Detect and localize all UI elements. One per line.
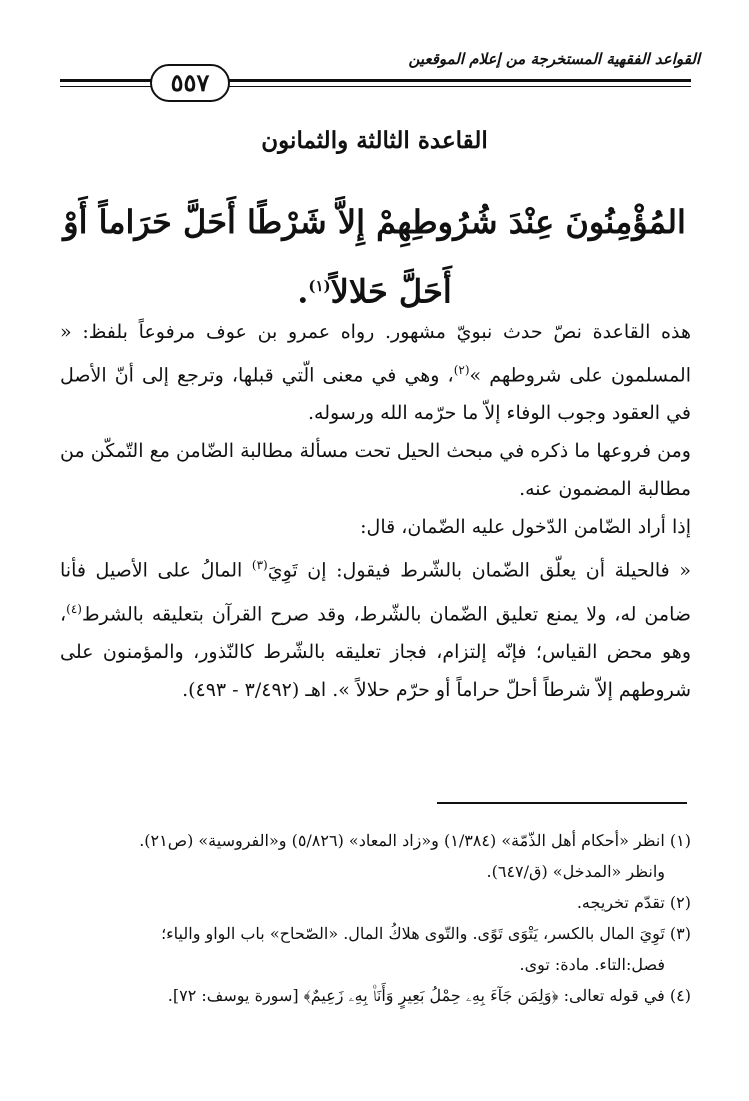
footnote-1-continuation: وانظر «المدخل» (ق/٦٤٧). xyxy=(486,862,665,881)
paragraph-3: إذا أراد الضّامن الدّخول عليه الضّمان، قال: xyxy=(360,516,691,539)
rule-heading: القاعدة الثالثة والثمانون xyxy=(261,127,488,154)
page-number: ٥٥٧ xyxy=(150,64,230,102)
paragraph-1-text-a: هذه القاعدة نصّ حدث نبويّ مشهور. رواه عمرو بن عوف مرفوعاً بلفظ: « المسلمون على شروطهم » xyxy=(60,321,691,387)
paragraph-1-text-b: ، وهي في معنى الّتي قبلها، وترجع إلى أنّ الأصل في العقود وجوب الوفاء إلاّ ما حرّمه الله ورسوله. xyxy=(60,364,691,425)
paragraph-1 xyxy=(60,313,691,432)
footnote-4: (٤) في قوله تعالى: ﴿وَلِمَن جَآءَ بِهِۦ حِمْلُ بَعِيرٍ وَأَنَا۠ بِهِۦ زَعِيمٌ﴾ [سورة يوسف: ٧٢]. xyxy=(167,986,691,1005)
quote-paragraph xyxy=(60,546,691,709)
maxim-text: المُؤْمِنُونَ عِنْدَ شُرُوطِهِمْ إِلاَّ شَرْطًا أَحَلَّ حَرَاماً أَوْ أَحَلَّ حَلالاً xyxy=(63,203,686,311)
footnote-3-continuation: فصل:التاء. مادة: توى. xyxy=(519,955,665,974)
paragraph-2: ومن فروعها ما ذكره في مبحث الحيل تحت مسألة مطالبة الضّامن مع التّمكّن من مطالبة المضمون عنه. xyxy=(60,440,691,501)
footnote-2: (٢) تقدّم تخريجه. xyxy=(576,893,691,912)
body-text xyxy=(60,313,691,709)
footnote-ref-4: (٤) xyxy=(66,601,82,616)
footnote-ref-2: (٢) xyxy=(453,363,470,377)
footnote-ref-3: (٣) xyxy=(251,558,268,573)
quote-text-c: ، وهو محض القياس؛ فإنّه إلتزام، فجاز تعليقه بالشّرط كالنّذور، والمؤمنون على شروطهم إلاّ شرطاً أحلّ حراماً أو حرّم حلالاً ». اهـ (٣/٤٩٢ - ٤٩٣). xyxy=(60,602,691,701)
running-title: القواعد الفقهية المستخرجة من إعلام الموقعين xyxy=(408,50,700,68)
footnote-1: (١) انظر «أحكام أهل الذّمّة» (١/٣٨٤) و«زاد المعاد» (٥/٨٢٦) و«الفروسية» (ص٢١). xyxy=(139,831,691,850)
footnote-separator xyxy=(437,802,687,804)
maxim-end: . xyxy=(297,272,309,311)
quote-text-b: المالُ على الأصيل فأنا ضامن له، ولا يمنع تعليق الضّمان بالشّرط، وقد صرح القرآن بتعليقه بالشرط xyxy=(60,559,691,625)
footnotes xyxy=(60,825,691,1011)
footnote-3: (٣) تَوِيَ المال بالكسر، يَتْوَى تَوًى. والتّوى هلاكُ المال. «الصّحاح» باب الواو والياء؛ xyxy=(161,924,691,943)
maxim-footnote-ref: (١) xyxy=(308,277,331,295)
legal-maxim xyxy=(60,190,689,324)
quote-text-a: « فالحيلة أن يعلّق الضّمان بالشّرط فيقول: إن تَوِيَ xyxy=(267,559,691,582)
